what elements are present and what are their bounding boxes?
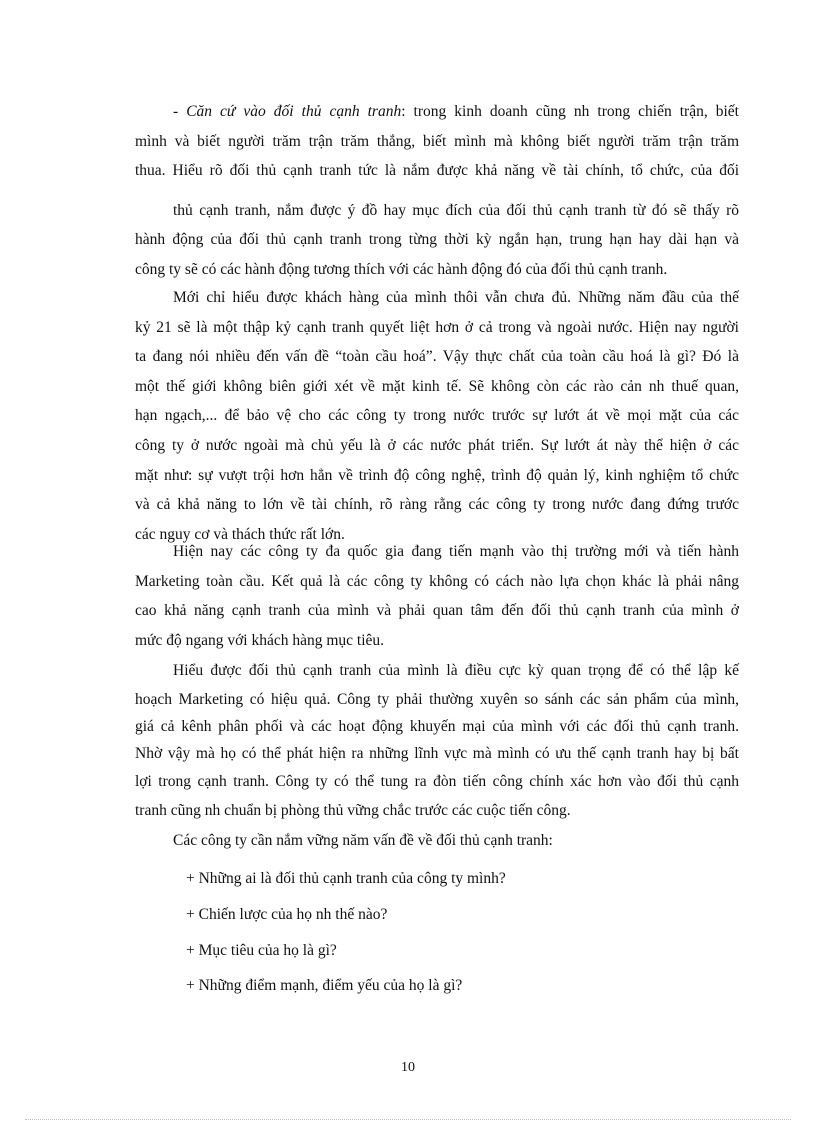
question-item: + Những ai là đối thủ cạnh tranh của công ty mình? — [186, 870, 506, 887]
text-line: - Căn cứ vào đối thủ cạnh tranh: trong kinh doanh cũng nh trong chiến trận, biết — [173, 103, 739, 120]
text-line: giá cả kênh phân phối và các hoạt động khuyến mại của mình với các đối thủ cạnh tranh. — [135, 717, 739, 735]
page-number: 10 — [401, 1060, 415, 1075]
text-line: công ty sẽ có các hành động tương thích với các hành động đó của đối thủ cạnh tranh. — [135, 260, 668, 278]
text-line: hành động của đối thủ cạnh tranh trong từng thời kỳ ngắn hạn, trung hạn hay dài hạn và — [135, 231, 739, 249]
text-line: mình và biết người trăm trận trăm thắng, biết mình mà không biết người trăm trận trăm — [135, 132, 739, 150]
text-line: tranh cũng nh chuẩn bị phòng thủ vững chắc trước các cuộc tiến công. — [135, 801, 571, 819]
intro-line: Các công ty cần nắm vững năm vấn đề về đối thủ cạnh tranh: — [173, 832, 553, 849]
text-line: hoạch Marketing có hiệu quả. Công ty phải thường xuyên so sánh các sản phẩm của mình, — [135, 690, 739, 708]
text-line: cao khả năng cạnh tranh của mình và phải quan tâm đến đối thủ cạnh tranh của mình ở — [135, 602, 739, 620]
text-line: lợi trong cạnh tranh. Công ty có thể tung ra đòn tiến công chính xác hơn vào đối thủ cạnh — [135, 772, 739, 790]
question-item: + Những điểm mạnh, điểm yếu của họ là gì? — [186, 977, 463, 994]
paragraph-understanding-competitors — [135, 656, 739, 825]
paragraph-competitor-basis — [135, 97, 739, 285]
text-line: hạn ngạch,... để bảo vệ cho các công ty trong nước trước sự lướt át về mọi mặt của các — [135, 407, 739, 425]
text-line: Hiểu được đối thủ cạnh tranh của mình là điều cực kỳ quan trọng để có thể lập kế — [173, 662, 739, 679]
text-line: công ty ở nước ngoài mà chủ yếu là ở các nước phát triển. Sự lướt át này thể hiện ở các — [135, 436, 739, 454]
text-line: kỷ 21 sẽ là một thập kỷ cạnh tranh quyết liệt hơn ở cả trong và ngoài nước. Hiện nay người — [135, 318, 739, 336]
paragraph-multinationals — [135, 537, 739, 655]
text-line: ta đang nói nhiều đến vấn đề “toàn cầu hoá”. Vậy thực chất của toàn cầu hoá là gì? Đó là — [135, 348, 739, 366]
text-line: và cả khả năng to lớn về tài chính, rõ ràng rằng các công ty trong nước đang đứng trước — [135, 496, 739, 514]
page-bottom-rule — [25, 1119, 791, 1120]
question-item: + Mục tiêu của họ là gì? — [186, 942, 337, 959]
text-line: Nhờ vậy mà họ có thể phát hiện ra những lĩnh vực mà mình có ưu thế cạnh tranh hay bị bất — [135, 744, 739, 762]
text-line: thua. Hiểu rõ đối thủ cạnh tranh tức là nắm được khả năng về tài chính, tổ chức, của đối — [135, 162, 739, 180]
paragraph-globalization — [135, 283, 739, 549]
text-line: thủ cạnh tranh, nắm được ý đồ hay mục đích của đối thủ cạnh tranh từ đó sẽ thấy rõ — [173, 201, 739, 219]
text-line: các nguy cơ và thách thức rất lớn. — [135, 525, 345, 543]
text-line: mức độ ngang với khách hàng mục tiêu. — [135, 631, 385, 649]
question-item: + Chiến lược của họ nh thế nào? — [186, 906, 388, 923]
text-line: Mới chỉ hiểu được khách hàng của mình thôi vẫn chưa đủ. Những năm đầu của thế — [173, 289, 739, 306]
text-line: mặt như: sự vượt trội hơn hẳn về trình độ công nghệ, trình độ quản lý, kinh nghiệm tổ chức — [135, 466, 739, 484]
italic-heading: Căn cứ vào đối thủ cạnh tranh — [186, 103, 402, 120]
text-line: Hiện nay các công ty đa quốc gia đang tiến mạnh vào thị trường mới và tiến hành — [173, 543, 739, 560]
text-line: một thế giới không biên giới xét về mặt kinh tế. Sẽ không còn các rào cản nh thuế quan, — [135, 377, 739, 395]
text-line: Marketing toàn cầu. Kết quả là các công ty không có cách nào lựa chọn khác là phải nâng — [135, 572, 739, 590]
